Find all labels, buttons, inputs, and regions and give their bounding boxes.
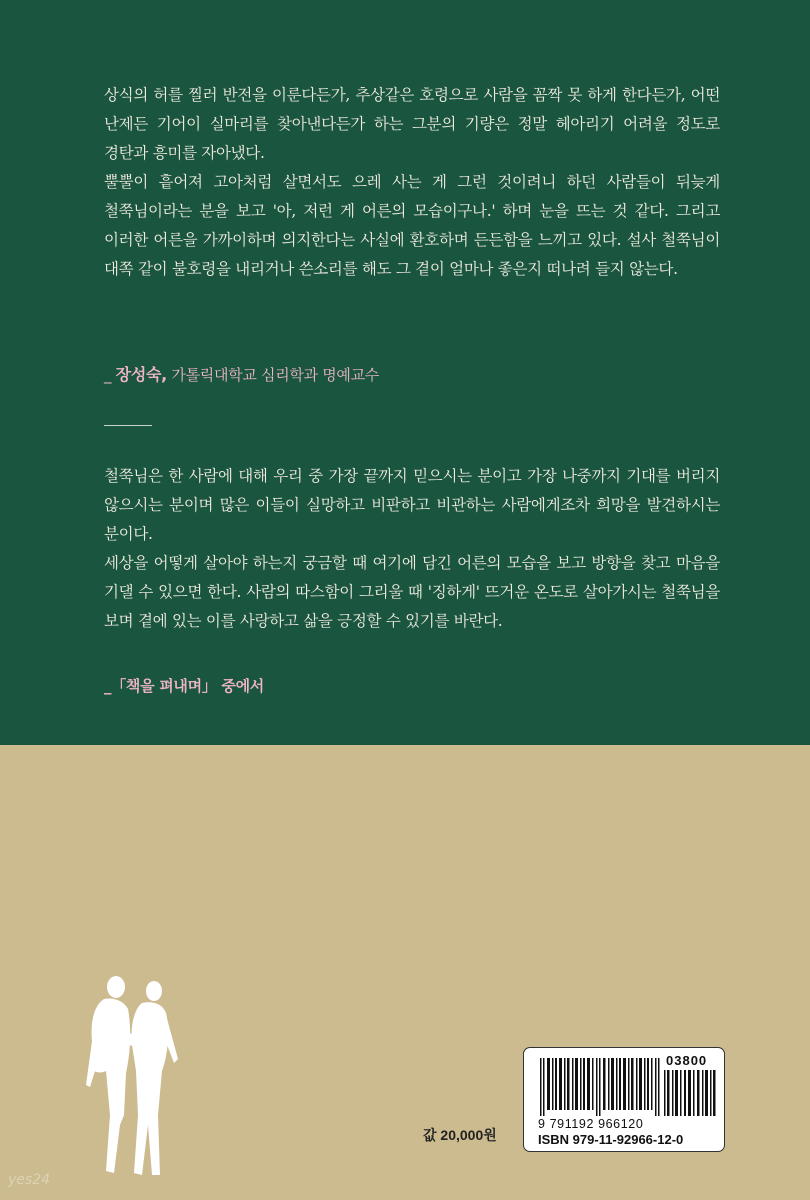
endorser-name: 장성숙, [115, 365, 167, 384]
section-divider [104, 425, 152, 426]
preface-excerpt-paragraph: 철쭉님은 한 사람에 대해 우리 중 가장 끝까지 믿으시는 분이고 가장 나중까지 기대를 버리지 않으시는 분이며 많은 이들이 실망하고 비판하고 비관하는 사람에게조차 희망을 발견하시는 분이다. 세상을 어떻게 살아야 하는지 궁금할 때 여기에 담긴 어른의 모습을 보고 방향을 찾고 마음을 기댈 수 있으면 한다. 사람의 따스함이 그리울 때 '징하게' 뜨거운 온도로 살아가시는 철쭉님을 보며 곁에 있는 이를 사랑하고 삶을 긍정할 수 있기를 바란다. [104, 467, 720, 630]
barcode-addon-bars [664, 1070, 716, 1116]
barcode-icon [540, 1058, 660, 1116]
endorsement-paragraph: 상식의 허를 찔러 반전을 이룬다든가, 추상같은 호령으로 사람을 꼼짝 못 하게 한다든가, 어떤 난제든 기어이 실마리를 찾아낸다든가 하는 그분의 기량은 정말 헤아리기 어려울 정도로 경탄과 흥미를 자아냈다. 뿔뿔이 흩어져 고아처럼 살면서도 으레 사는 게 그런 것이려니 하던 사람들이 뒤늦게 철쭉님이라는 분을 보고 '아, 저런 게 어른의 모습이구나.' 하며 눈을 뜨는 것 같다. 그리고 이러한 어른을 가까이하며 의지한다는 사실에 환호하며 든든함을 느끼고 있다. 설사 철쭉님이 대쪽 같이 불호령을 내리거나 쓴소리를 해도 그 곁이 얼마나 좋은지 떠나려 들지 않는다. [104, 86, 720, 278]
barcode-addon-code: 03800 [666, 1053, 708, 1068]
endorsement-attribution [104, 362, 379, 385]
barcode-box [523, 1047, 725, 1152]
preface-attribution: _「책을 펴내며」 중에서 [104, 677, 264, 695]
isbn-number: ISBN 979-11-92966-12-0 [538, 1132, 684, 1147]
ean-digits: 9 791192 966120 [538, 1117, 644, 1131]
price-label: 값 20,000원 [423, 1127, 497, 1143]
endorser-title: 가톨릭대학교 심리학과 명예교수 [166, 366, 379, 384]
walking-couple-silhouette-icon [80, 975, 190, 1180]
yes24-watermark: yes24 [8, 1172, 51, 1188]
attribution-prefix: _ [104, 366, 116, 384]
